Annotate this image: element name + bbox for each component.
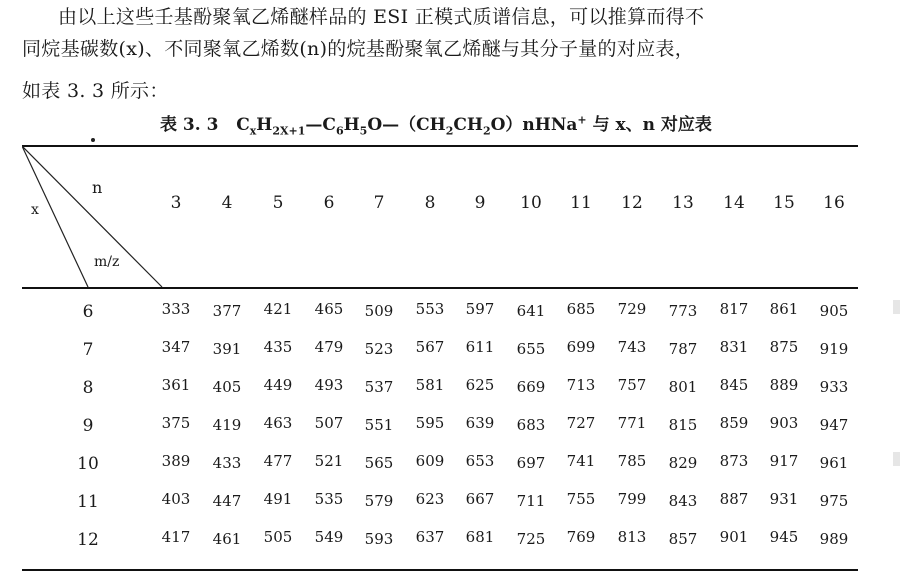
n-header-cell: 6 (323, 193, 335, 213)
n-header-cell: 10 (520, 193, 542, 213)
n-header-cell: 9 (474, 193, 486, 213)
table-cell: 637 (415, 528, 445, 546)
table-cell: 479 (314, 338, 344, 356)
table-cell: 465 (314, 300, 344, 318)
table-cell: 361 (161, 376, 191, 394)
table-cell: 861 (769, 300, 799, 318)
table-cell: 509 (364, 302, 394, 320)
table-cell: 769 (566, 528, 596, 546)
table-cell: 933 (819, 378, 849, 396)
table-cell: 903 (769, 414, 799, 432)
row-x-label: 8 (82, 378, 94, 398)
table-cell: 961 (819, 454, 849, 472)
table-cell: 685 (566, 300, 596, 318)
table-cell: 743 (617, 338, 647, 356)
table-cell: 857 (668, 530, 698, 548)
table-cell: 875 (769, 338, 799, 356)
table-cell: 887 (719, 490, 749, 508)
table-cell: 873 (719, 452, 749, 470)
table-cell: 609 (415, 452, 445, 470)
table-cell: 375 (161, 414, 191, 432)
table-cell: 403 (161, 490, 191, 508)
n-header-cell: 16 (823, 193, 845, 213)
table-cell: 801 (668, 378, 698, 396)
header-mz-label: m/z (94, 254, 120, 270)
table-cell: 551 (364, 416, 394, 434)
table-cell: 681 (465, 528, 495, 546)
table-cell: 549 (314, 528, 344, 546)
table-cell: 757 (617, 376, 647, 394)
table-cell: 697 (516, 454, 546, 472)
table-cell: 947 (819, 416, 849, 434)
table-cell: 655 (516, 340, 546, 358)
table-cell: 565 (364, 454, 394, 472)
table-caption (160, 110, 860, 137)
table-cell: 843 (668, 492, 698, 510)
n-header-cell: 12 (621, 193, 643, 213)
table-cell: 391 (212, 340, 242, 358)
table-cell: 799 (617, 490, 647, 508)
table-cell: 667 (465, 490, 495, 508)
table-cell: 931 (769, 490, 799, 508)
table-cell: 725 (516, 530, 546, 548)
table-cell: 919 (819, 340, 849, 358)
table-cell: 435 (263, 338, 293, 356)
table-cell: 773 (668, 302, 698, 320)
header-x-label: x (31, 202, 39, 218)
table-cell: 741 (566, 452, 596, 470)
table-cell: 377 (212, 302, 242, 320)
paragraph-line-2: 同烷基碳数(x)、不同聚氧乙烯数(n)的烷基酚聚氧乙烯醚与其分子量的对应表， (22, 38, 695, 60)
table-cell: 597 (465, 300, 495, 318)
table-bottom-rule (22, 569, 858, 571)
table-cell: 493 (314, 376, 344, 394)
table-cell: 507 (314, 414, 344, 432)
table-cell: 505 (263, 528, 293, 546)
table-cell: 989 (819, 530, 849, 548)
table-cell: 815 (668, 416, 698, 434)
table-cell: 889 (769, 376, 799, 394)
table-cell: 713 (566, 376, 596, 394)
table-cell: 581 (415, 376, 445, 394)
table-cell: 625 (465, 376, 495, 394)
table-cell: 347 (161, 338, 191, 356)
n-header-cell: 3 (170, 193, 182, 213)
table-cell: 945 (769, 528, 799, 546)
table-cell: 711 (516, 492, 546, 510)
table-cell: 447 (212, 492, 242, 510)
n-header-cell: 5 (272, 193, 284, 213)
table-cell: 417 (161, 528, 191, 546)
table-cell: 755 (566, 490, 596, 508)
paragraph-line-1: 由以上这些壬基酚聚氧乙烯醚样品的 ESI 正模式质谱信息，可以推算而得不 (58, 6, 705, 28)
row-x-label: 12 (77, 530, 99, 550)
n-header-cell: 14 (723, 193, 745, 213)
table-cell: 905 (819, 302, 849, 320)
table-cell: 917 (769, 452, 799, 470)
table-cell: 653 (465, 452, 495, 470)
table-cell: 975 (819, 492, 849, 510)
table-cell: 535 (314, 490, 344, 508)
table-cell: 683 (516, 416, 546, 434)
table-cell: 623 (415, 490, 445, 508)
n-header-cell: 4 (221, 193, 233, 213)
table-cell: 593 (364, 530, 394, 548)
table-cell: 699 (566, 338, 596, 356)
row-x-label: 9 (82, 416, 94, 436)
table-cell: 785 (617, 452, 647, 470)
n-header-cell: 8 (424, 193, 436, 213)
n-header-cell: 13 (672, 193, 694, 213)
row-x-label: 7 (82, 340, 94, 360)
table-cell: 729 (617, 300, 647, 318)
table-cell: 567 (415, 338, 445, 356)
table-cell: 491 (263, 490, 293, 508)
table-cell: 461 (212, 530, 242, 548)
table-cell: 669 (516, 378, 546, 396)
stray-dot (91, 138, 95, 142)
row-x-label: 11 (77, 492, 99, 512)
table-cell: 859 (719, 414, 749, 432)
table-cell: 389 (161, 452, 191, 470)
n-header-cell: 11 (570, 193, 592, 213)
table-cell: 537 (364, 378, 394, 396)
table-cell: 523 (364, 340, 394, 358)
scan-edge-mark (893, 300, 900, 314)
table-cell: 831 (719, 338, 749, 356)
table-cell: 579 (364, 492, 394, 510)
table-cell: 611 (465, 338, 495, 356)
table-cell: 787 (668, 340, 698, 358)
paragraph-line-3: 如表 3. 3 所示： (22, 80, 169, 102)
table-cell: 477 (263, 452, 293, 470)
n-header-cell: 7 (373, 193, 385, 213)
table-cell: 449 (263, 376, 293, 394)
scan-edge-mark (893, 452, 900, 466)
table-cell: 333 (161, 300, 191, 318)
table-cell: 463 (263, 414, 293, 432)
table-cell: 433 (212, 454, 242, 472)
row-x-label: 10 (77, 454, 99, 474)
header-n-label: n (92, 178, 103, 197)
table-header-rule (22, 287, 858, 289)
table-cell: 419 (212, 416, 242, 434)
table-cell: 405 (212, 378, 242, 396)
table-caption-number: 表 3. 3 (160, 115, 219, 135)
table-cell: 641 (516, 302, 546, 320)
row-x-label: 6 (82, 302, 94, 322)
table-cell: 553 (415, 300, 445, 318)
table-cell: 813 (617, 528, 647, 546)
table-cell: 521 (314, 452, 344, 470)
table-cell: 829 (668, 454, 698, 472)
table-cell: 727 (566, 414, 596, 432)
table-caption-formula: $C_xH_{2X+1}—C_6H_5O—(CH_2CH_2O)nHNa^+$ (236, 113, 587, 138)
table-caption-text: 与 x、n 对应表 (592, 115, 712, 135)
table-cell: 817 (719, 300, 749, 318)
table-cell: 421 (263, 300, 293, 318)
table-cell: 639 (465, 414, 495, 432)
n-header-cell: 15 (773, 193, 795, 213)
table-cell: 901 (719, 528, 749, 546)
table-cell: 595 (415, 414, 445, 432)
table-cell: 771 (617, 414, 647, 432)
table-cell: 845 (719, 376, 749, 394)
